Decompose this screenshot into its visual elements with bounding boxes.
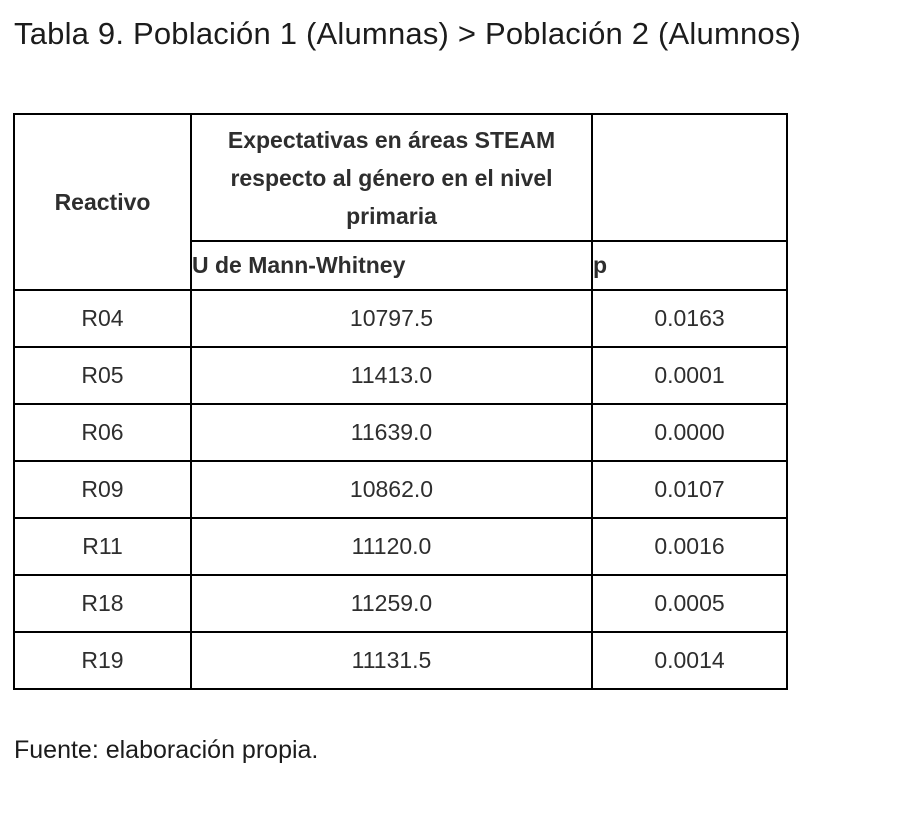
- table-row: [14, 518, 787, 575]
- column-header-reactivo: Reactivo: [14, 114, 191, 290]
- cell-reactivo: R11: [14, 518, 191, 575]
- cell-u-value: 10862.0: [191, 461, 592, 518]
- table-row: [14, 632, 787, 689]
- cell-reactivo: R05: [14, 347, 191, 404]
- cell-reactivo: R18: [14, 575, 191, 632]
- cell-u-value: 11639.0: [191, 404, 592, 461]
- table-caption: Tabla 9. Población 1 (Alumnas) > Población 2 (Alumnos): [14, 16, 802, 51]
- cell-reactivo: R19: [14, 632, 191, 689]
- column-header-p: p: [592, 241, 787, 290]
- source-note: Fuente: elaboración propia.: [14, 736, 319, 764]
- cell-u-value: 10797.5: [191, 290, 592, 347]
- table-row: [14, 575, 787, 632]
- group-header-row: [14, 114, 787, 241]
- cell-p-value: 0.0014: [592, 632, 787, 689]
- cell-u-value: 11120.0: [191, 518, 592, 575]
- table-row: [14, 347, 787, 404]
- cell-p-value: 0.0107: [592, 461, 787, 518]
- cell-u-value: 11131.5: [191, 632, 592, 689]
- cell-u-value: 11413.0: [191, 347, 592, 404]
- cell-p-value: 0.0000: [592, 404, 787, 461]
- cell-u-value: 11259.0: [191, 575, 592, 632]
- results-table: [13, 113, 788, 690]
- group-header-expectativas: Expectativas en áreas STEAM respecto al género en el nivel primaria: [191, 114, 592, 241]
- cell-reactivo: R04: [14, 290, 191, 347]
- cell-reactivo: R09: [14, 461, 191, 518]
- table-row: [14, 404, 787, 461]
- cell-reactivo: R06: [14, 404, 191, 461]
- cell-p-value: 0.0163: [592, 290, 787, 347]
- empty-corner-cell: [592, 114, 787, 241]
- table-row: [14, 461, 787, 518]
- cell-p-value: 0.0001: [592, 347, 787, 404]
- column-header-u-mann-whitney: U de Mann-Whitney: [191, 241, 592, 290]
- cell-p-value: 0.0016: [592, 518, 787, 575]
- table-row: [14, 290, 787, 347]
- cell-p-value: 0.0005: [592, 575, 787, 632]
